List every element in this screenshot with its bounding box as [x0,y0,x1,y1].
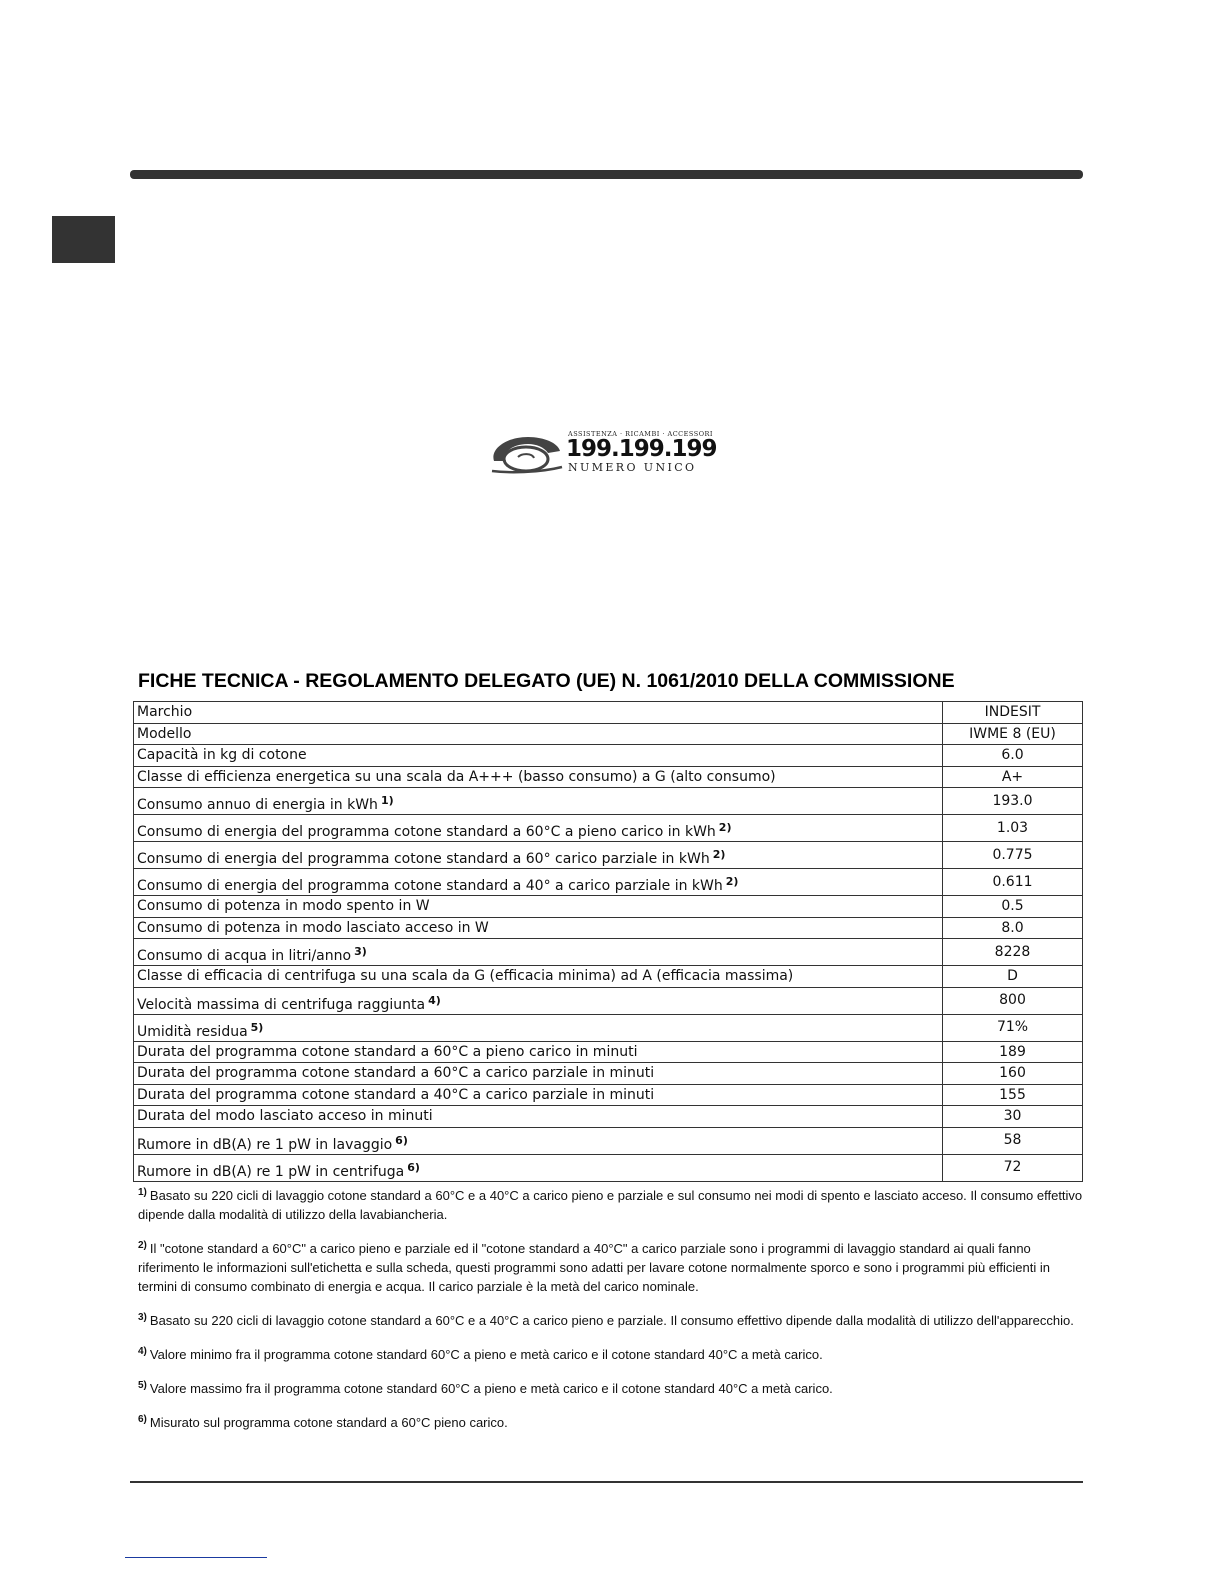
footnote-mark: 1) [138,1187,147,1198]
spec-value: 72 [943,1154,1083,1181]
footer-link-underline [125,1557,267,1558]
table-row [134,702,1083,724]
footnote-text: Basato su 220 cicli di lavaggio cotone standard a 60°C e a 40°C a carico pieno e parziale. Il consumo effettivo dipende dalla modalità di utilizzo dell'apparecchio. [149,1313,1074,1328]
spec-label [134,939,943,966]
spec-label [134,1041,943,1063]
spec-label [134,1063,943,1085]
footnote [138,1239,1083,1296]
spec-label-text: Classe di efficienza energetica su una scala da A+++ (basso consumo) a G (alto consumo) [137,768,776,785]
spec-table [133,701,1083,1182]
footnote [138,1311,1083,1330]
spec-label [134,869,943,896]
footnote-mark: 6) [138,1414,147,1425]
footnote [138,1186,1083,1224]
spec-label [134,815,943,842]
spec-label [134,1084,943,1106]
spec-label [134,1127,943,1154]
table-row [134,1084,1083,1106]
table-row [134,1063,1083,1085]
spec-value: D [943,966,1083,988]
service-number-logo [488,428,720,478]
table-row [134,766,1083,788]
table-row [134,745,1083,767]
spec-label-text: Rumore in dB(A) re 1 pW in centrifuga [137,1163,405,1180]
table-row [134,1041,1083,1063]
spec-label-text: Umidità residua [137,1023,248,1040]
spec-label [134,987,943,1014]
table-row [134,1154,1083,1181]
spec-label [134,723,943,745]
table-row [134,939,1083,966]
table-row [134,896,1083,918]
spec-value: 160 [943,1063,1083,1085]
spec-label-text: Marchio [137,704,193,721]
spec-value: 189 [943,1041,1083,1063]
spec-value: 800 [943,987,1083,1014]
spec-value: 0.5 [943,896,1083,918]
footnote [138,1379,1083,1398]
footer-rule [130,1481,1083,1483]
spec-label [134,702,943,724]
spec-label [134,788,943,815]
spec-value: 8228 [943,939,1083,966]
table-row [134,788,1083,815]
spec-value: A+ [943,766,1083,788]
logo-subtitle: NUMERO UNICO [568,461,697,474]
spec-label-text: Consumo di acqua in litri/anno [137,948,352,964]
spec-label-text: Classe di efficacia di centrifuga su una scala da G (efficacia minima) ad A (efficacia massima) [137,968,794,985]
table-row [134,842,1083,869]
footnote-reference: 6) [407,1160,420,1174]
table-row [134,1014,1083,1041]
spec-label [134,896,943,918]
footnote [138,1345,1083,1364]
table-row [134,966,1083,988]
header-rule [130,170,1083,179]
spec-label-text: Consumo di energia del programma cotone standard a 60°C a pieno carico in kWh [137,824,716,840]
spec-label-text: Capacità in kg di cotone [137,747,307,764]
footnote-mark: 4) [138,1346,147,1357]
footnote-reference: 2) [718,821,732,834]
spec-label-text: Consumo di energia del programma cotone standard a 40° a carico parziale in kWh [137,878,723,894]
spec-label-text: Durata del programma cotone standard a 40°C a carico parziale in minuti [137,1086,655,1103]
footnote-text: Valore massimo fra il programma cotone standard 60°C a pieno e metà carico e il cotone standard 40°C a metà carico. [149,1381,833,1396]
table-row [134,987,1083,1014]
table-row [134,815,1083,842]
footnote-text: Valore minimo fra il programma cotone standard 60°C a pieno e metà carico e il cotone standard 40°C a metà carico. [149,1347,823,1362]
table-row [134,917,1083,939]
footnotes [138,1186,1083,1447]
table-row [134,1127,1083,1154]
spec-value: 71% [943,1014,1083,1041]
footnote-reference: 1) [380,794,394,807]
footnote-reference: 2) [725,875,739,888]
footnote-reference: 5) [250,1020,264,1034]
table-row [134,723,1083,745]
spec-value: 155 [943,1084,1083,1106]
spec-label [134,766,943,788]
spec-label-text: Modello [137,725,192,742]
spec-value: 1.03 [943,815,1083,842]
spec-label-text: Consumo di potenza in modo spento in W [137,898,430,915]
footnote-text: Basato su 220 cicli di lavaggio cotone standard a 60°C e a 40°C a carico pieno e parziale e sul consumo nei modi di spento e lasciato acceso. Il consumo effettivo dipende dalla modalità di utilizzo della lavabiancheria. [138,1188,1083,1222]
spec-value: 193.0 [943,788,1083,815]
logo-tagline: ASSISTENZA · RICAMBI · ACCESSORI [568,430,713,438]
spec-label-text: Consumo di energia del programma cotone standard a 60° carico parziale in kWh [137,851,710,867]
spec-label [134,917,943,939]
spec-label [134,1014,943,1041]
spec-label-text: Durata del programma cotone standard a 60°C a carico parziale in minuti [137,1065,655,1082]
spec-value: 58 [943,1127,1083,1154]
spec-label-text: Durata del programma cotone standard a 60°C a pieno carico in minuti [137,1043,638,1060]
footnote-reference: 6) [395,1133,408,1147]
spec-value: 8.0 [943,917,1083,939]
footnote [138,1413,1083,1432]
spec-label [134,1154,943,1181]
table-row [134,1106,1083,1128]
footnote-text: Il "cotone standard a 60°C" a carico pieno e parziale ed il "cotone standard a 40°C" a carico parziale sono i programmi di lavaggio standard ai quali fanno riferimento le informazioni sull'etichetta e sulla scheda, questi programmi sono adatti per lavare cotone normalmente sporco e sono i programmi più efficienti in termini di consumo combinato di energia e acqua. Il carico parziale è la metà del carico nominale. [138,1241,1050,1294]
footnote-reference: 2) [712,848,726,861]
spec-value: INDESIT [943,702,1083,724]
sheet-title: FICHE TECNICA - REGOLAMENTO DELEGATO (UE) N. 1061/2010 DELLA COMMISSIONE [138,670,955,692]
spec-value: 6.0 [943,745,1083,767]
spec-value: 0.775 [943,842,1083,869]
spec-label-text: Velocità massima di centrifuga raggiunta [137,996,426,1013]
spec-label [134,966,943,988]
spec-label-text: Consumo annuo di energia in kWh [137,797,378,813]
service-phone-number: 199.199.199 [566,436,717,462]
spec-label [134,842,943,869]
footnote-mark: 5) [138,1380,147,1391]
spec-label-text: Durata del modo lasciato acceso in minuti [137,1108,433,1125]
language-tab-marker [52,216,115,263]
spec-label [134,1106,943,1128]
telephone-icon [488,431,568,475]
footnote-reference: 3) [354,945,367,958]
footnote-mark: 2) [138,1240,147,1251]
footnote-mark: 3) [138,1312,147,1323]
spec-value: 30 [943,1106,1083,1128]
footnote-text: Misurato sul programma cotone standard a 60°C pieno carico. [149,1415,508,1430]
footnote-reference: 4) [428,993,441,1007]
spec-value: IWME 8 (EU) [943,723,1083,745]
table-row [134,869,1083,896]
spec-label [134,745,943,767]
spec-value: 0.611 [943,869,1083,896]
spec-label-text: Consumo di potenza in modo lasciato acceso in W [137,919,489,936]
spec-label-text: Rumore in dB(A) re 1 pW in lavaggio [137,1136,393,1153]
